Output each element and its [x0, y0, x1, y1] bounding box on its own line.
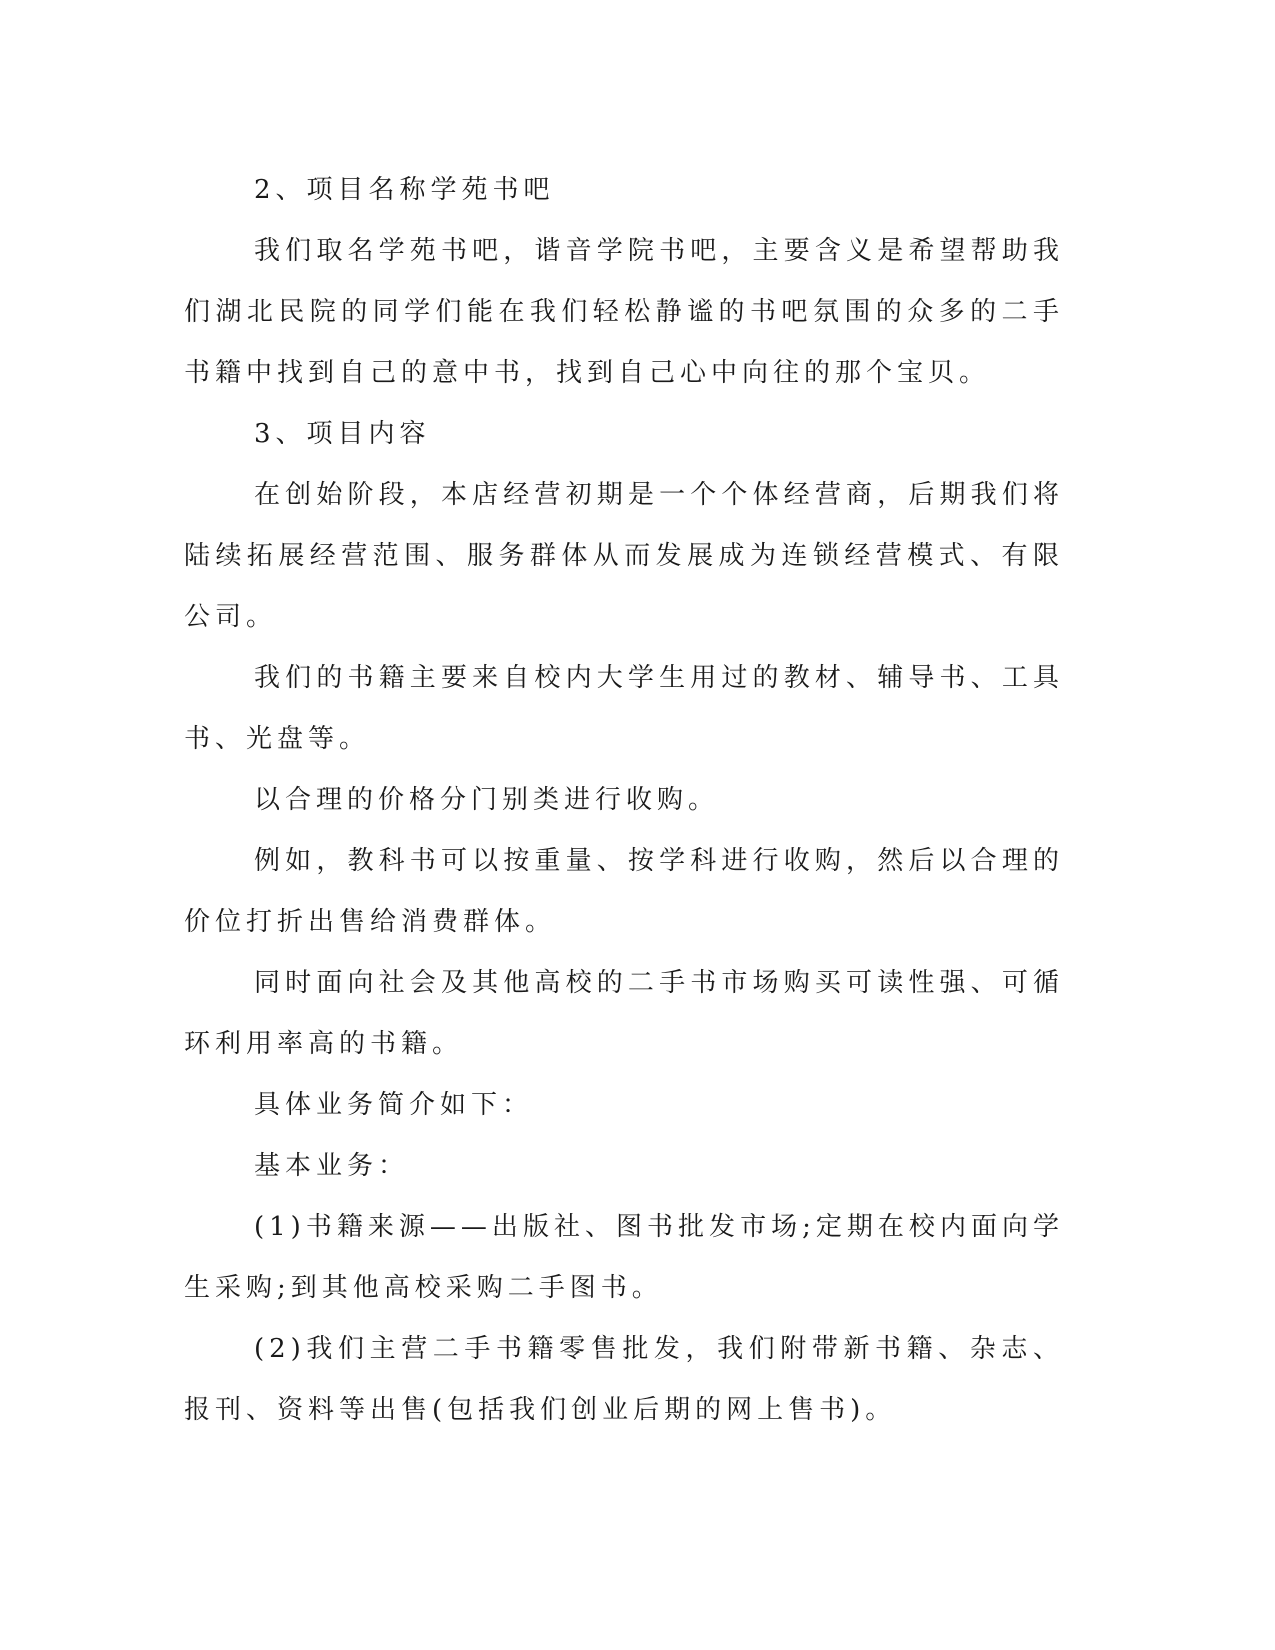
paragraph-founding-stage: 在创始阶段，本店经营初期是一个个体经营商，后期我们将陆续拓展经营范围、服务群体从而发展成为连锁经营模式、有限公司。	[184, 480, 1064, 632]
list-item-book-source: (1)书籍来源——出版社、图书批发市场;定期在校内面向学生采购;到其他高校采购二手图书。	[184, 1212, 1064, 1303]
list-item-main-business: (2)我们主营二手书籍零售批发，我们附带新书籍、杂志、报刊、资料等出售(包括我们创业后期的网上售书)。	[184, 1334, 1064, 1425]
paragraph-business-intro: 具体业务简介如下：	[254, 1090, 534, 1120]
document-body	[184, 160, 1064, 1441]
paragraph-example: 例如，教科书可以按重量、按学科进行收购，然后以合理的价位打折出售给消费群体。	[184, 846, 1064, 937]
section-heading-project-content: 3、项目内容	[254, 419, 431, 449]
paragraph-external-market: 同时面向社会及其他高校的二手书市场购买可读性强、可循环利用率高的书籍。	[184, 968, 1064, 1059]
paragraph-name-meaning: 我们取名学苑书吧，谐音学院书吧，主要含义是希望帮助我们湖北民院的同学们能在我们轻松静谧的书吧氛围的众多的二手书籍中找到自己的意中书，找到自己心中向往的那个宝贝。	[184, 236, 1064, 388]
section-heading-project-name: 2、项目名称学苑书吧	[254, 175, 555, 205]
paragraph-basic-business: 基本业务：	[254, 1151, 410, 1181]
paragraph-book-sources: 我们的书籍主要来自校内大学生用过的教材、辅导书、工具书、光盘等。	[184, 663, 1064, 754]
paragraph-purchase-pricing: 以合理的价格分门别类进行收购。	[254, 785, 720, 815]
